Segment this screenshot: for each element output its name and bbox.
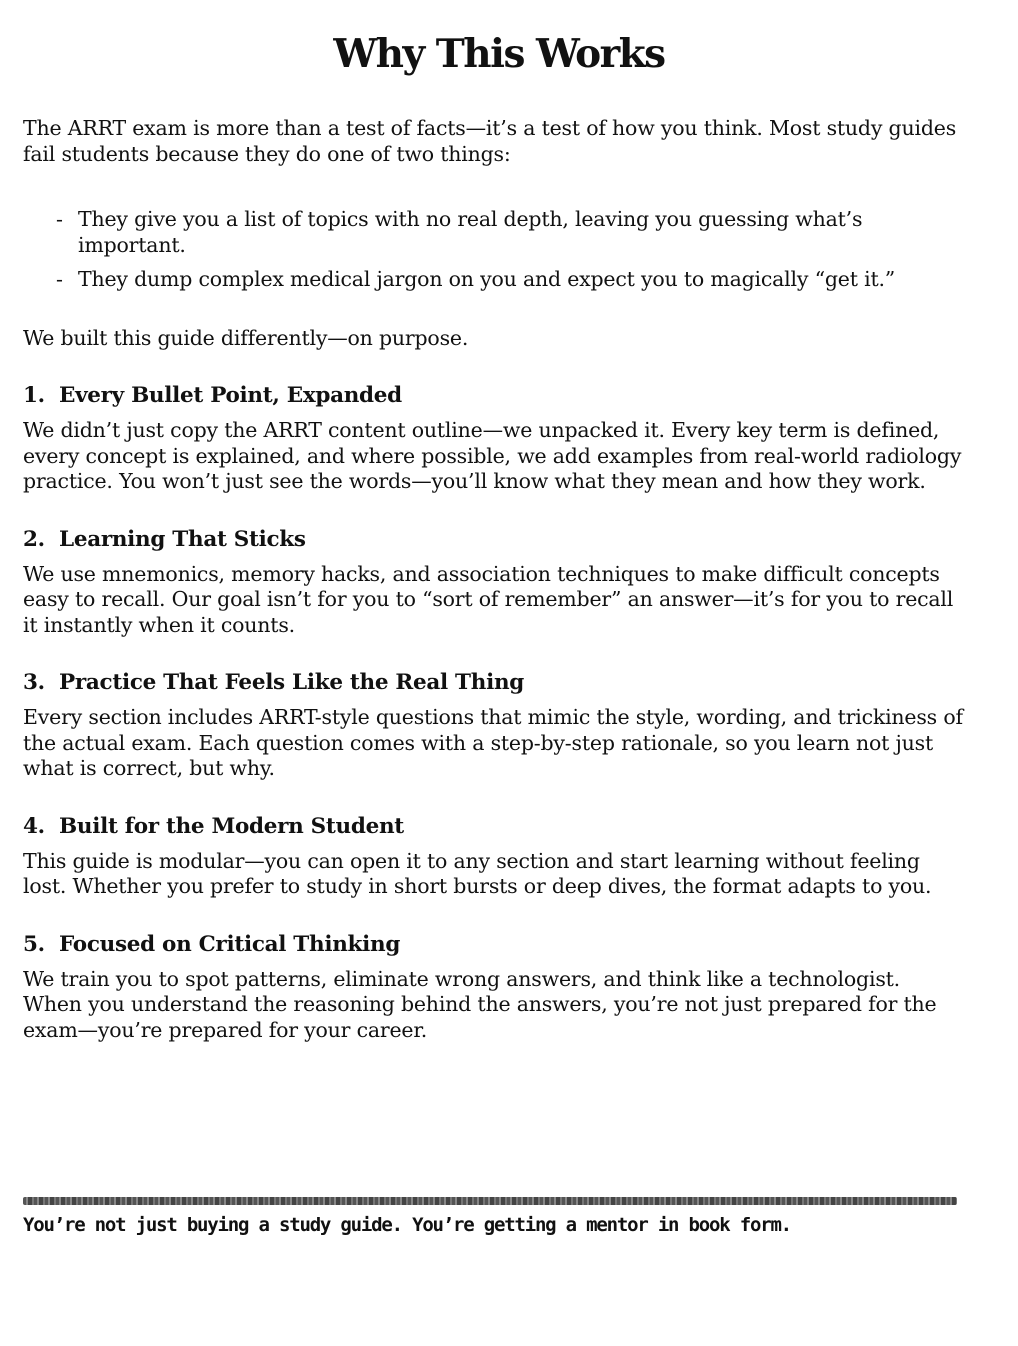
tagline: You’re not just buying a study guide. You’re getting a mentor in book form. [23, 1214, 791, 1236]
problem-list [23, 207, 963, 293]
chalk-divider [23, 1197, 957, 1205]
list-item-text: They give you a list of topics with no real depth, leaving you guessing what’s important. [78, 207, 863, 257]
section-body: Every section includes ARRT-style questions that mimic the style, wording, and trickiness of the actual exam. Each question comes with a step-by-step rationale, so you learn not just what is correct, but why. [23, 705, 963, 780]
section-number: 2. [23, 526, 45, 552]
section-heading [23, 527, 963, 553]
list-item-text: They dump complex medical jargon on you and expect you to magically “get it.” [78, 267, 896, 291]
section-heading [23, 932, 963, 958]
section-number: 4. [23, 813, 45, 839]
built-differently-line: We built this guide differently—on purpose. [23, 325, 469, 350]
section-learning-that-sticks [23, 527, 963, 639]
page-title: Why This Works [333, 31, 665, 77]
section-every-bullet-point [23, 383, 963, 495]
document-page [23, 30, 963, 1043]
bullet-marker: - [56, 207, 63, 231]
section-number: 3. [23, 670, 45, 695]
section-critical-thinking [23, 932, 963, 1044]
section-heading [23, 383, 963, 409]
section-heading-text: Practice That Feels Like the Real Thing [59, 670, 525, 695]
section-modern-student [23, 814, 963, 900]
section-heading [23, 814, 963, 840]
section-number: 5. [23, 931, 45, 957]
section-heading-text: Built for the Modern Student [59, 813, 404, 839]
section-body: We didn’t just copy the ARRT content outline—we unpacked it. Every key term is defined, every concept is explained, and where possible, we add examples from real-world radiology practice. You won’t just see the words—you’ll know what they mean and how they work. [23, 418, 962, 493]
intro-paragraph: The ARRT exam is more than a test of facts—it’s a test of how you think. Most study guides fail students because they do one of two things: [23, 116, 957, 166]
section-body: We use mnemonics, memory hacks, and association techniques to make difficult concepts easy to recall. Our goal isn’t for you to “sort of remember” an answer—it’s for you to recall it instantly when it counts. [23, 561, 954, 637]
section-practice [23, 670, 963, 782]
section-heading-text: Every Bullet Point, Expanded [59, 383, 402, 408]
list-item [56, 207, 963, 258]
section-body: This guide is modular—you can open it to any section and start learning without feeling lost. Whether you prefer to study in short bursts or deep dives, the format adapts to you. [23, 848, 932, 898]
section-number: 1. [23, 383, 45, 408]
section-body: We train you to spot patterns, eliminate wrong answers, and think like a technologist. When you understand the reasoning behind the answers, you’re not just prepared for the exam—you’re prepared for your career. [23, 966, 937, 1042]
section-heading-text: Learning That Sticks [59, 526, 306, 552]
list-item [56, 267, 963, 293]
section-heading [23, 670, 963, 696]
bullet-marker: - [56, 267, 63, 291]
section-heading-text: Focused on Critical Thinking [59, 931, 401, 957]
